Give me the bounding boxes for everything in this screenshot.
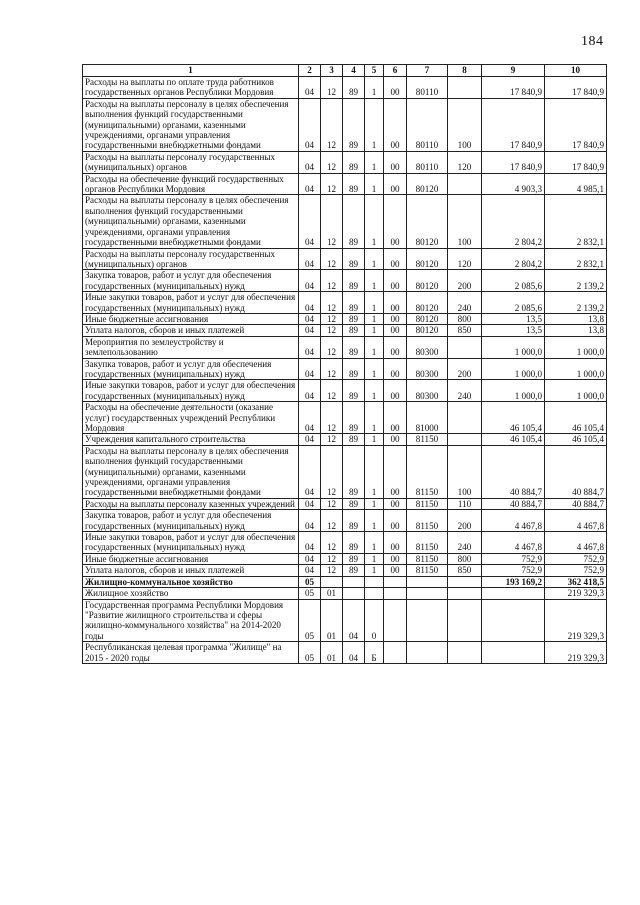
table-row — [83, 292, 607, 314]
subsection-code-cell: 12 — [321, 510, 343, 532]
amount-2020-cell: 1 000,0 — [545, 336, 607, 358]
expense-type-cell: 240 — [448, 532, 482, 554]
program-code-cell: 89 — [343, 532, 365, 554]
event-code-cell — [384, 642, 407, 664]
amount-2020-cell: 752,9 — [545, 565, 607, 576]
direction-code-cell: 81150 — [407, 498, 448, 509]
direction-code-cell: 80300 — [407, 380, 448, 402]
program-code-cell: 04 — [343, 642, 365, 664]
subprogram-code-cell: 1 — [365, 77, 384, 99]
expense-type-cell: 200 — [448, 510, 482, 532]
expense-type-cell — [448, 599, 482, 642]
amount-2020-cell: 40 884,7 — [545, 445, 607, 498]
subsection-code-cell: 12 — [321, 532, 343, 554]
section-code-cell: 04 — [299, 173, 321, 195]
amount-2019-cell — [482, 599, 545, 642]
amount-2020-cell: 13,8 — [545, 313, 607, 324]
section-code-cell: 05 — [299, 599, 321, 642]
amount-2020-cell: 17 840,9 — [545, 98, 607, 151]
amount-2019-cell: 4 903,3 — [482, 173, 545, 195]
expense-type-cell — [448, 77, 482, 99]
expense-type-cell: 800 — [448, 313, 482, 324]
section-code-cell: 04 — [299, 151, 321, 173]
subsection-code-cell: 12 — [321, 498, 343, 509]
row-name-cell: Расходы на выплаты персоналу в целях обеспечения выполнения функций государственными (муниципальными) органами, казенными учреждениями, органами управления государственными внебюджетными фондами — [83, 445, 299, 498]
amount-2019-cell: 1 000,0 — [482, 380, 545, 402]
section-code-cell: 04 — [299, 313, 321, 324]
section-code-cell: 04 — [299, 98, 321, 151]
expense-type-cell: 120 — [448, 248, 482, 270]
row-name-cell: Иные бюджетные ассигнования — [83, 313, 299, 324]
section-code-cell: 04 — [299, 195, 321, 248]
event-code-cell: 00 — [384, 434, 407, 445]
table-row — [83, 151, 607, 173]
subprogram-code-cell: 1 — [365, 498, 384, 509]
amount-2019-cell: 1 000,0 — [482, 336, 545, 358]
subprogram-code-cell: 1 — [365, 98, 384, 151]
column-header: 2 — [299, 65, 321, 77]
amount-2019-cell: 46 105,4 — [482, 434, 545, 445]
amount-2019-cell: 2 085,6 — [482, 292, 545, 314]
subprogram-code-cell: 1 — [365, 380, 384, 402]
table-body — [83, 77, 607, 664]
program-code-cell: 89 — [343, 325, 365, 336]
program-code-cell: 89 — [343, 358, 365, 380]
program-code-cell: 04 — [343, 599, 365, 642]
direction-code-cell: 80110 — [407, 98, 448, 151]
program-code-cell: 89 — [343, 402, 365, 434]
subsection-code-cell: 12 — [321, 151, 343, 173]
table-row — [83, 313, 607, 324]
row-name-cell: Расходы на выплаты персоналу в целях обеспечения выполнения функций государственными (муниципальными) органами, казенными учреждениями, органами управления государственными внебюджетными фондами — [83, 195, 299, 248]
subsection-code-cell: 01 — [321, 588, 343, 599]
subsection-code-cell: 12 — [321, 553, 343, 564]
expense-type-cell — [448, 434, 482, 445]
program-code-cell: 89 — [343, 336, 365, 358]
table-row — [83, 588, 607, 599]
event-code-cell: 00 — [384, 98, 407, 151]
section-code-cell: 04 — [299, 445, 321, 498]
event-code-cell: 00 — [384, 358, 407, 380]
event-code-cell: 00 — [384, 380, 407, 402]
program-code-cell: 89 — [343, 434, 365, 445]
row-name-cell: Мероприятия по землеустройству и землепользованию — [83, 336, 299, 358]
amount-2019-cell: 17 840,9 — [482, 77, 545, 99]
expense-type-cell — [448, 642, 482, 664]
amount-2019-cell: 752,9 — [482, 565, 545, 576]
column-header: 8 — [448, 65, 482, 77]
direction-code-cell: 81150 — [407, 434, 448, 445]
column-header: 5 — [365, 65, 384, 77]
direction-code-cell — [407, 588, 448, 599]
section-code-cell: 04 — [299, 498, 321, 509]
subsection-code-cell: 12 — [321, 248, 343, 270]
amount-2020-cell: 362 418,5 — [545, 576, 607, 587]
subprogram-code-cell: 1 — [365, 313, 384, 324]
expense-type-cell: 100 — [448, 445, 482, 498]
event-code-cell: 00 — [384, 510, 407, 532]
row-name-cell: Расходы на обеспечение деятельности (оказание услуг) государственных учреждений Республики Мордовия — [83, 402, 299, 434]
table-row — [83, 325, 607, 336]
amount-2019-cell: 40 884,7 — [482, 445, 545, 498]
subprogram-code-cell: 1 — [365, 445, 384, 498]
section-code-cell: 04 — [299, 553, 321, 564]
section-code-cell: 04 — [299, 402, 321, 434]
section-code-cell: 04 — [299, 565, 321, 576]
direction-code-cell — [407, 642, 448, 664]
amount-2020-cell: 219 329,3 — [545, 599, 607, 642]
expense-type-cell: 200 — [448, 358, 482, 380]
program-code-cell: 89 — [343, 270, 365, 292]
amount-2020-cell: 2 832,1 — [545, 248, 607, 270]
amount-2020-cell: 1 000,0 — [545, 380, 607, 402]
direction-code-cell: 81150 — [407, 532, 448, 554]
header-row — [83, 65, 607, 77]
program-code-cell: 89 — [343, 151, 365, 173]
section-code-cell: 04 — [299, 358, 321, 380]
direction-code-cell — [407, 599, 448, 642]
subprogram-code-cell: 1 — [365, 434, 384, 445]
subsection-code-cell: 12 — [321, 173, 343, 195]
amount-2020-cell: 2 832,1 — [545, 195, 607, 248]
subprogram-code-cell: 1 — [365, 565, 384, 576]
table-row — [83, 565, 607, 576]
direction-code-cell: 80110 — [407, 151, 448, 173]
subsection-code-cell: 12 — [321, 402, 343, 434]
direction-code-cell: 81150 — [407, 510, 448, 532]
expense-type-cell: 200 — [448, 270, 482, 292]
subsection-code-cell: 12 — [321, 565, 343, 576]
column-header: 10 — [545, 65, 607, 77]
amount-2019-cell: 4 467,8 — [482, 510, 545, 532]
amount-2019-cell: 1 000,0 — [482, 358, 545, 380]
column-header: 6 — [384, 65, 407, 77]
direction-code-cell: 81150 — [407, 445, 448, 498]
amount-2019-cell: 193 169,2 — [482, 576, 545, 587]
program-code-cell: 89 — [343, 498, 365, 509]
program-code-cell: 89 — [343, 565, 365, 576]
row-name-cell: Жилищное хозяйство — [83, 588, 299, 599]
row-name-cell: Закупка товаров, работ и услуг для обеспечения государственных (муниципальных) нужд — [83, 270, 299, 292]
amount-2019-cell: 13,5 — [482, 325, 545, 336]
section-code-cell: 05 — [299, 588, 321, 599]
subsection-code-cell: 12 — [321, 434, 343, 445]
section-code-cell: 04 — [299, 325, 321, 336]
row-name-cell: Расходы на обеспечение функций государственных органов Республики Мордовия — [83, 173, 299, 195]
subprogram-code-cell: 1 — [365, 510, 384, 532]
direction-code-cell: 81150 — [407, 553, 448, 564]
program-code-cell: 89 — [343, 553, 365, 564]
event-code-cell: 00 — [384, 445, 407, 498]
column-header: 7 — [407, 65, 448, 77]
section-code-cell: 04 — [299, 248, 321, 270]
row-name-cell: Уплата налогов, сборов и иных платежей — [83, 325, 299, 336]
subprogram-code-cell: 1 — [365, 151, 384, 173]
section-code-cell: 04 — [299, 77, 321, 99]
row-name-cell: Расходы на выплаты персоналу казенных учреждений — [83, 498, 299, 509]
subsection-code-cell: 12 — [321, 195, 343, 248]
column-header: 4 — [343, 65, 365, 77]
row-name-cell: Иные закупки товаров, работ и услуг для обеспечения государственных (муниципальных) нужд — [83, 292, 299, 314]
amount-2019-cell — [482, 642, 545, 664]
column-header: 3 — [321, 65, 343, 77]
amount-2020-cell: 46 105,4 — [545, 402, 607, 434]
amount-2020-cell: 752,9 — [545, 553, 607, 564]
direction-code-cell: 80120 — [407, 248, 448, 270]
section-code-cell: 04 — [299, 532, 321, 554]
direction-code-cell: 80120 — [407, 270, 448, 292]
event-code-cell: 00 — [384, 565, 407, 576]
event-code-cell: 00 — [384, 195, 407, 248]
amount-2019-cell: 46 105,4 — [482, 402, 545, 434]
row-name-cell: Уплата налогов, сборов и иных платежей — [83, 565, 299, 576]
row-name-cell: Республиканская целевая программа "Жилище" на 2015 - 2020 годы — [83, 642, 299, 664]
amount-2020-cell: 2 139,2 — [545, 270, 607, 292]
table-row — [83, 532, 607, 554]
subsection-code-cell: 12 — [321, 380, 343, 402]
subprogram-code-cell: 1 — [365, 358, 384, 380]
expense-type-cell — [448, 402, 482, 434]
row-name-cell: Расходы на выплаты по оплате труда работников государственных органов Республики Мордовия — [83, 77, 299, 99]
event-code-cell: 00 — [384, 173, 407, 195]
event-code-cell: 00 — [384, 336, 407, 358]
event-code-cell: 00 — [384, 498, 407, 509]
expense-type-cell — [448, 173, 482, 195]
subsection-code-cell: 01 — [321, 599, 343, 642]
event-code-cell — [384, 599, 407, 642]
program-code-cell: 89 — [343, 173, 365, 195]
row-name-cell: Учреждения капитального строительства — [83, 434, 299, 445]
amount-2019-cell: 13,5 — [482, 313, 545, 324]
section-code-cell: 04 — [299, 292, 321, 314]
amount-2020-cell: 1 000,0 — [545, 358, 607, 380]
direction-code-cell: 80300 — [407, 358, 448, 380]
table-row — [83, 434, 607, 445]
direction-code-cell: 80120 — [407, 195, 448, 248]
column-header: 1 — [83, 65, 299, 77]
event-code-cell: 00 — [384, 313, 407, 324]
table-row — [83, 98, 607, 151]
table-row — [83, 195, 607, 248]
subsection-code-cell: 12 — [321, 358, 343, 380]
subsection-code-cell: 01 — [321, 642, 343, 664]
subprogram-code-cell — [365, 576, 384, 587]
direction-code-cell: 80110 — [407, 77, 448, 99]
row-name-cell: Иные закупки товаров, работ и услуг для обеспечения государственных (муниципальных) нужд — [83, 532, 299, 554]
amount-2020-cell: 4 467,8 — [545, 510, 607, 532]
event-code-cell — [384, 588, 407, 599]
budget-table — [82, 64, 607, 664]
subprogram-code-cell: 1 — [365, 195, 384, 248]
event-code-cell: 00 — [384, 325, 407, 336]
program-code-cell: 89 — [343, 445, 365, 498]
subprogram-code-cell: 1 — [365, 402, 384, 434]
expense-type-cell: 100 — [448, 98, 482, 151]
subsection-code-cell — [321, 576, 343, 587]
program-code-cell: 89 — [343, 292, 365, 314]
subprogram-code-cell: 1 — [365, 532, 384, 554]
direction-code-cell — [407, 576, 448, 587]
amount-2020-cell: 13,8 — [545, 325, 607, 336]
program-code-cell: 89 — [343, 248, 365, 270]
expense-type-cell: 120 — [448, 151, 482, 173]
table-row — [83, 553, 607, 564]
amount-2020-cell: 17 840,9 — [545, 77, 607, 99]
amount-2020-cell: 2 139,2 — [545, 292, 607, 314]
event-code-cell: 00 — [384, 553, 407, 564]
amount-2019-cell: 17 840,9 — [482, 151, 545, 173]
program-code-cell: 89 — [343, 98, 365, 151]
table-row — [83, 336, 607, 358]
subsection-code-cell: 12 — [321, 292, 343, 314]
subsection-code-cell: 12 — [321, 336, 343, 358]
amount-2020-cell: 46 105,4 — [545, 434, 607, 445]
amount-2019-cell: 752,9 — [482, 553, 545, 564]
section-code-cell: 05 — [299, 576, 321, 587]
direction-code-cell: 80120 — [407, 292, 448, 314]
table-row — [83, 173, 607, 195]
table-row — [83, 358, 607, 380]
subprogram-code-cell: 1 — [365, 553, 384, 564]
table-row — [83, 445, 607, 498]
program-code-cell: 89 — [343, 313, 365, 324]
expense-type-cell: 240 — [448, 380, 482, 402]
table-row — [83, 270, 607, 292]
amount-2019-cell: 17 840,9 — [482, 98, 545, 151]
subprogram-code-cell: Б — [365, 642, 384, 664]
amount-2020-cell: 4 985,1 — [545, 173, 607, 195]
amount-2019-cell: 2 085,6 — [482, 270, 545, 292]
expense-type-cell: 100 — [448, 195, 482, 248]
section-code-cell: 04 — [299, 336, 321, 358]
subprogram-code-cell: 1 — [365, 173, 384, 195]
amount-2020-cell: 40 884,7 — [545, 498, 607, 509]
event-code-cell: 00 — [384, 77, 407, 99]
table-row — [83, 642, 607, 664]
event-code-cell: 00 — [384, 248, 407, 270]
table-row — [83, 498, 607, 509]
expense-type-cell — [448, 588, 482, 599]
table-row — [83, 402, 607, 434]
expense-type-cell: 850 — [448, 325, 482, 336]
direction-code-cell: 80120 — [407, 173, 448, 195]
expense-type-cell: 850 — [448, 565, 482, 576]
section-code-cell: 04 — [299, 270, 321, 292]
expense-type-cell: 800 — [448, 553, 482, 564]
amount-2019-cell: 4 467,8 — [482, 532, 545, 554]
row-name-cell: Расходы на выплаты персоналу государственных (муниципальных) органов — [83, 248, 299, 270]
program-code-cell — [343, 588, 365, 599]
program-code-cell: 89 — [343, 77, 365, 99]
amount-2019-cell: 2 804,2 — [482, 248, 545, 270]
subprogram-code-cell: 0 — [365, 599, 384, 642]
column-header: 9 — [482, 65, 545, 77]
event-code-cell: 00 — [384, 292, 407, 314]
table-row — [83, 248, 607, 270]
event-code-cell: 00 — [384, 402, 407, 434]
amount-2020-cell: 17 840,9 — [545, 151, 607, 173]
table-row — [83, 576, 607, 587]
direction-code-cell: 80300 — [407, 336, 448, 358]
row-name-cell: Расходы на выплаты персоналу государственных (муниципальных) органов — [83, 151, 299, 173]
event-code-cell: 00 — [384, 270, 407, 292]
subprogram-code-cell — [365, 588, 384, 599]
subprogram-code-cell: 1 — [365, 248, 384, 270]
subsection-code-cell: 12 — [321, 325, 343, 336]
amount-2020-cell: 4 467,8 — [545, 532, 607, 554]
program-code-cell: 89 — [343, 195, 365, 248]
subprogram-code-cell: 1 — [365, 292, 384, 314]
amount-2019-cell: 40 884,7 — [482, 498, 545, 509]
table-row — [83, 380, 607, 402]
row-name-cell: Закупка товаров, работ и услуг для обеспечения государственных (муниципальных) нужд — [83, 358, 299, 380]
amount-2019-cell: 2 804,2 — [482, 195, 545, 248]
section-code-cell: 04 — [299, 510, 321, 532]
subsection-code-cell: 12 — [321, 445, 343, 498]
table-row — [83, 599, 607, 642]
page-number: 184 — [581, 34, 604, 49]
expense-type-cell: 240 — [448, 292, 482, 314]
section-code-cell: 05 — [299, 642, 321, 664]
direction-code-cell: 80120 — [407, 313, 448, 324]
program-code-cell: 89 — [343, 380, 365, 402]
row-name-cell: Жилищно-коммунальное хозяйство — [83, 576, 299, 587]
subsection-code-cell: 12 — [321, 270, 343, 292]
amount-2020-cell: 219 329,3 — [545, 588, 607, 599]
expense-type-cell: 110 — [448, 498, 482, 509]
section-code-cell: 04 — [299, 380, 321, 402]
event-code-cell: 00 — [384, 151, 407, 173]
direction-code-cell: 81150 — [407, 565, 448, 576]
event-code-cell — [384, 576, 407, 587]
table-row — [83, 510, 607, 532]
row-name-cell: Государственная программа Республики Мордовия "Развитие жилищного строительства и сферы жилищно-коммунального хозяйства" на 2014-2020 годы — [83, 599, 299, 642]
subprogram-code-cell: 1 — [365, 270, 384, 292]
direction-code-cell: 81000 — [407, 402, 448, 434]
expense-type-cell — [448, 336, 482, 358]
subprogram-code-cell: 1 — [365, 336, 384, 358]
direction-code-cell: 80120 — [407, 325, 448, 336]
subsection-code-cell: 12 — [321, 313, 343, 324]
amount-2019-cell — [482, 588, 545, 599]
program-code-cell — [343, 576, 365, 587]
subsection-code-cell: 12 — [321, 98, 343, 151]
row-name-cell: Иные бюджетные ассигнования — [83, 553, 299, 564]
row-name-cell: Иные закупки товаров, работ и услуг для обеспечения государственных (муниципальных) нужд — [83, 380, 299, 402]
row-name-cell: Закупка товаров, работ и услуг для обеспечения государственных (муниципальных) нужд — [83, 510, 299, 532]
section-code-cell: 04 — [299, 434, 321, 445]
program-code-cell: 89 — [343, 510, 365, 532]
amount-2020-cell: 219 329,3 — [545, 642, 607, 664]
expense-type-cell — [448, 576, 482, 587]
subsection-code-cell: 12 — [321, 77, 343, 99]
subprogram-code-cell: 1 — [365, 325, 384, 336]
row-name-cell: Расходы на выплаты персоналу в целях обеспечения выполнения функций государственными (муниципальными) органами, казенными учреждениями, органами управления государственными внебюджетными фондами — [83, 98, 299, 151]
table-row — [83, 77, 607, 99]
event-code-cell: 00 — [384, 532, 407, 554]
